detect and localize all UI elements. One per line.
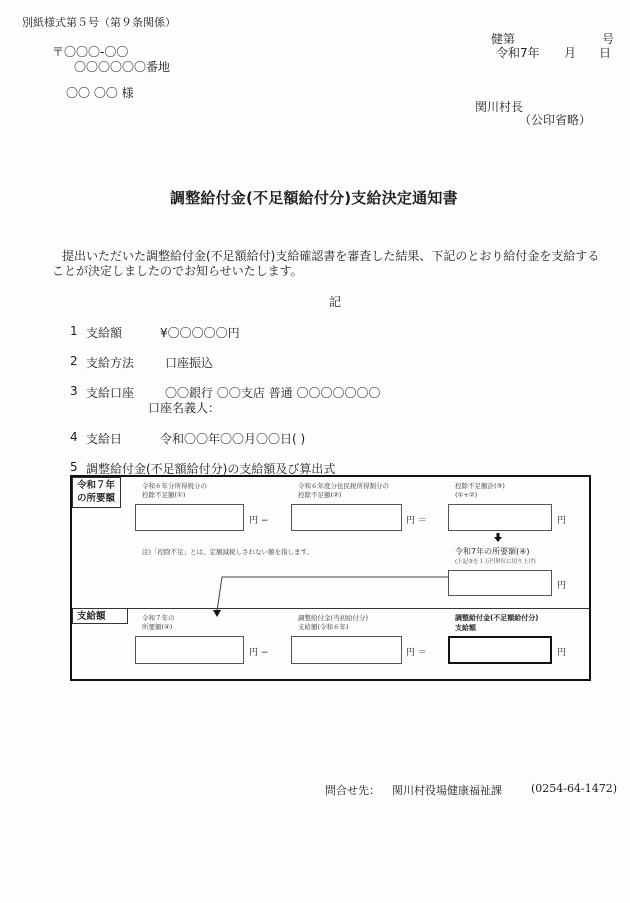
item-number: 4 bbox=[70, 430, 78, 444]
yen-minus-operator: 円 − bbox=[249, 516, 269, 526]
body-text-line2: ことが決定しましたのでお知らせいたします。 bbox=[52, 264, 303, 278]
document-number-suffix: 号 bbox=[602, 32, 615, 46]
yen-minus-operator: 円 − bbox=[249, 648, 269, 658]
recipient-address: 〇〇〇〇〇〇番地 bbox=[74, 60, 171, 74]
form-reference: 別紙様式第５号（第９条関係） bbox=[22, 16, 176, 29]
required-amount-field[interactable] bbox=[448, 570, 552, 596]
payment-method: 口座振込 bbox=[165, 356, 214, 370]
document-title: 調整給付金(不足額給付分)支給決定通知書 bbox=[170, 189, 458, 207]
body-text-line1: 提出いただいた調整給付金(不足額給付)支給確認書を審査した結果、下記のとおり給付金を支給する bbox=[62, 249, 600, 263]
rounding-note: (上記③を１万円単位に切り上げ) bbox=[455, 559, 536, 565]
issue-date-month: 月 bbox=[564, 46, 577, 60]
contact-label: 問合せ先： bbox=[325, 784, 380, 797]
calculation-table bbox=[70, 475, 591, 681]
contact-phone: (0254-64-1472) bbox=[531, 782, 618, 795]
yen-unit: 円 bbox=[557, 648, 567, 658]
item-label: 支給口座 bbox=[86, 386, 135, 400]
label-line1: 調整給付金(不足額給付分) bbox=[455, 614, 539, 622]
shortfall-payment-field[interactable] bbox=[448, 636, 552, 664]
label-line1: 調整給付金(当初給付分) bbox=[298, 614, 369, 622]
item-number: 5 bbox=[70, 460, 78, 474]
issue-date-year: 令和7年 bbox=[496, 46, 540, 60]
item-label: 調整給付金(不足額給付分)の支給額及び算出式 bbox=[86, 462, 336, 476]
label-line2: 支給額 bbox=[455, 624, 476, 632]
account-holder-label: 口座名義人： bbox=[148, 401, 221, 415]
item-number: 1 bbox=[70, 324, 78, 338]
section-label-line2: の所要額 bbox=[77, 493, 116, 504]
section-label-required-amount bbox=[72, 477, 121, 508]
shortfall-note: 注)「控除不足」とは、定額減税しされない額を指します。 bbox=[142, 548, 314, 556]
yen-unit: 円 bbox=[557, 581, 567, 591]
field-label-required-amount-2025: 令和7年の所要額(④) bbox=[455, 547, 530, 556]
yen-equals-operator: 円 ＝ bbox=[406, 516, 427, 526]
seal-omitted-note: （公印省略） bbox=[519, 113, 592, 127]
yen-equals-operator: 円 ＝ bbox=[406, 648, 427, 658]
initial-payment-field[interactable] bbox=[291, 636, 402, 664]
bank-account: 〇〇銀行 〇〇支店 普通 〇〇〇〇〇〇〇 bbox=[165, 386, 381, 400]
item-label: 支給方法 bbox=[86, 356, 135, 370]
section-label-payment-amount: 支給額 bbox=[72, 608, 128, 624]
arrow-down-icon bbox=[494, 533, 502, 542]
postal-code: 〒〇〇〇-〇〇 bbox=[52, 45, 129, 59]
field-label-total-shortfall bbox=[455, 482, 505, 500]
label-line1: 控除不足額計(③) bbox=[455, 482, 505, 490]
item-label: 支給日 bbox=[86, 432, 123, 446]
label-line1: 令和７年の bbox=[142, 614, 175, 622]
field-label-initial-payment bbox=[298, 614, 368, 632]
item-number: 2 bbox=[70, 354, 78, 368]
label-line1: 令和６年度分住民税所得割分の bbox=[298, 482, 389, 490]
label-line2: 所要額(④) bbox=[142, 623, 173, 631]
label-line1: 令和６年分所得税分の bbox=[142, 482, 207, 490]
document-number-prefix: 健第 bbox=[491, 32, 516, 46]
item-label: 支給額 bbox=[86, 326, 123, 340]
yen-unit: 円 bbox=[557, 516, 567, 526]
field-label-income-tax-shortfall bbox=[142, 482, 207, 500]
required-amount-ref-field[interactable] bbox=[135, 636, 244, 664]
label-line2: (①+②) bbox=[455, 491, 478, 499]
issue-date-day: 日 bbox=[599, 46, 612, 60]
recipient-name: 〇〇 〇〇 様 bbox=[66, 86, 134, 100]
label-line2: 控除不足額(①) bbox=[142, 491, 186, 499]
payment-date: 令和〇〇年〇〇月〇〇日( ) bbox=[160, 432, 306, 446]
label-line2: 支給額(令和６年) bbox=[298, 623, 349, 631]
income-tax-shortfall-field[interactable] bbox=[135, 504, 244, 531]
contact-department: 関川村役場健康福祉課 bbox=[392, 784, 502, 797]
field-label-shortfall-payment bbox=[455, 613, 538, 633]
item-number: 3 bbox=[70, 384, 78, 398]
resident-tax-shortfall-field[interactable] bbox=[291, 504, 402, 531]
field-label-required-amount-ref bbox=[142, 614, 175, 632]
field-label-resident-tax-shortfall bbox=[298, 482, 389, 500]
section-label-line1: 令和７年 bbox=[77, 480, 116, 491]
ki-heading: 記 bbox=[329, 295, 342, 309]
section-divider bbox=[72, 608, 589, 609]
payment-amount: ¥〇〇〇〇〇円 bbox=[160, 326, 240, 340]
label-line2: 控除不足額(②) bbox=[298, 491, 342, 499]
issuer-name: 関川村長 bbox=[475, 100, 524, 114]
total-shortfall-field[interactable] bbox=[448, 504, 552, 531]
